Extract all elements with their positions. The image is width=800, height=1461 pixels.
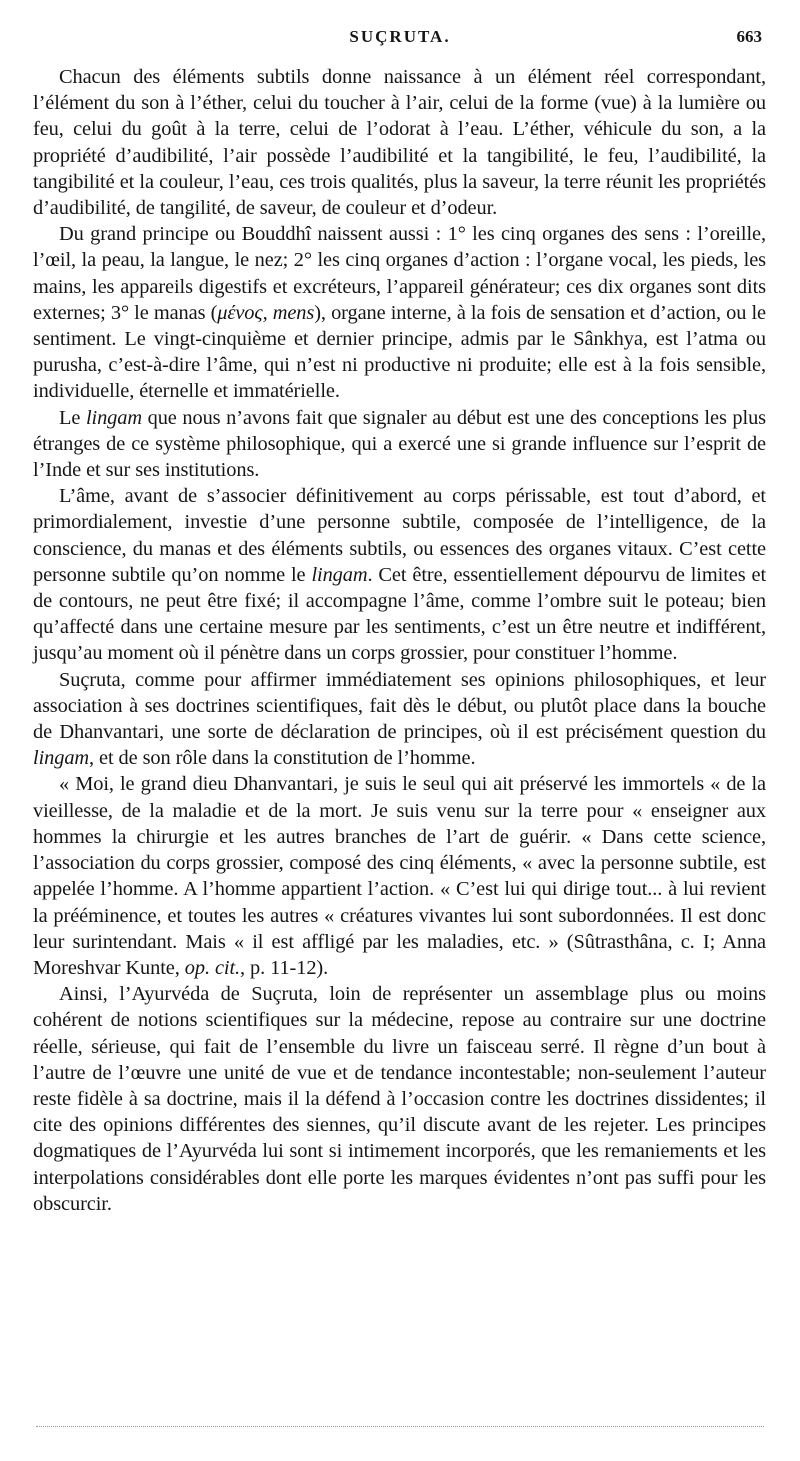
paragraph — [33, 221, 766, 404]
paragraph — [33, 771, 766, 981]
text-segment: Du grand principe ou Bouddhî naissent aussi : 1° les cinq organes des sens : l’oreille, l’œil, la peau, la langue, le nez; 2° les cinq organes d’action : l’organe vocal, les pieds, les mains, les appareils digestifs et excréteurs, l’appareil générateur; ces dix organes sont dits externes; 3° le manas ( — [33, 223, 766, 324]
text-segment: Ainsi, l’Ayurvéda de Suçruta, loin de représenter un assemblage plus ou moins cohérent de notions scientifiques sur la médecine, repose au contraire sur une doctrine réelle, sérieuse, qui fait de l’ensemble du livre un faisceau serré. Il règne d’un bout à l’autre de l’œuvre une unité de vue et de tendance incontestable; non-seulement l’auteur reste fidèle à sa doctrine, mais il la défend à l’occasion contre les doctrines dissidentes; il cite des opinions différentes des siennes, qu’il discute avant de les rejeter. Les principes dogmatiques de l’Ayurvéda lui sont si intimement incorporés, que les remaniements et les interpolations considérables dont elle porte les marques évidentes n’ont pas suffi pour les obscurcir. — [33, 983, 766, 1215]
text-segment: que nous n’avons fait que signaler au début est une des conceptions les plus étranges de ce système philosophique, qui a exercé une si grande influence sur l’esprit de l’Inde et sur ses institutions. — [33, 406, 766, 482]
text-segment: , p. 11-12). — [240, 956, 329, 979]
paragraph — [33, 667, 766, 772]
paragraph — [33, 483, 766, 666]
italic-text-segment: lingam — [85, 406, 142, 429]
running-head — [0, 27, 800, 55]
italic-text-segment: lingam — [311, 563, 368, 586]
running-title: SUÇRUTA. — [349, 27, 451, 46]
text-segment: ), organe interne, à la fois de sensation et d’action, ou le sentiment. Le vingt-cinquième et dernier principe, admis par le Sânkhya, est l’atma ou purusha, c’est-à-dire l’âme, qui n’est ni productive ni produite; elle est à la fois sensible, individuelle, éternelle et immatérielle. — [33, 301, 766, 403]
text-segment: Suçruta, comme pour affirmer immédiatement ses opinions philosophiques, et leur association à ses doctrines scientifiques, fait dès le début, ou plutôt place dans la bouche de Dhanvantari, une sorte de déclaration de principes, où il est précisément question du — [33, 668, 766, 744]
italic-text-segment: op. cit. — [184, 956, 241, 979]
italic-text-segment: μένος, mens — [217, 301, 315, 324]
footer-dotted-rule — [36, 1426, 764, 1427]
paragraph — [33, 405, 766, 484]
text-segment: « Moi, le grand dieu Dhanvantari, je suis le seul qui ait préservé les immortels « de la vieillesse, de la maladie et de la mort. Je suis venu sur la terre pour « enseigner aux hommes la chirurgie et les autres branches de l’art de guérir. « Dans cette science, l’association du corps grossier, composé des cinq éléments, « avec la personne subtile, est appelée l’homme. A l’homme appartient l’action. « C’est lui qui dirige tout... à lui revient la prééminence, et toutes les autres « créatures vivantes lui sont subordonnées. Il est donc leur surintendant. Mais « il est affligé par les maladies, etc. » (Sûtrasthâna, c. I; Anna Moreshvar Kunte, — [33, 773, 766, 979]
italic-text-segment: lingam — [33, 747, 90, 770]
text-segment: L’âme, avant de s’associer définitivement au corps périssable, est tout d’abord, et primordialement, investie d’une personne subtile, composée de l’intelligence, de la conscience, du manas et des éléments subtils, ou essences des organes vitaux. C’est cette personne subtile qu’on nomme le — [33, 485, 766, 586]
text-segment: . Cet être, essentiellement dépourvu de limites et de contours, ne peut être fixé; il accompagne l’âme, comme l’ombre suit le poteau; bien qu’affecté dans une certaine mesure par les sentiments, c’est un être neutre et indifférent, jusqu’au moment où il pénètre dans un corps grossier, pour constituer l’homme. — [33, 563, 767, 665]
page-number: 663 — [736, 27, 762, 46]
paragraph — [33, 64, 766, 221]
paragraph — [33, 981, 766, 1217]
text-segment: , et de son rôle dans la constitution de l’homme. — [89, 747, 476, 770]
text-segment: Le — [59, 406, 86, 429]
body-text — [33, 64, 766, 1217]
text-segment: Chacun des éléments subtils donne naissance à un élément réel correspondant, l’élément du son à l’éther, celui du toucher à l’air, celui de la forme (vue) à la lumière ou feu, celui du goût à la terre, celui de l’odorat à l’eau. L’éther, véhicule du son, a la propriété d’audibilité, l’air possède l’audibilité et la tangibilité, le feu, l’audibilité, la tangibilité et la couleur, l’eau, ces trois qualités, plus la saveur, la terre réunit les propriétés d’audibilité, de tangilité, de saveur, de couleur et d’odeur. — [33, 66, 766, 220]
